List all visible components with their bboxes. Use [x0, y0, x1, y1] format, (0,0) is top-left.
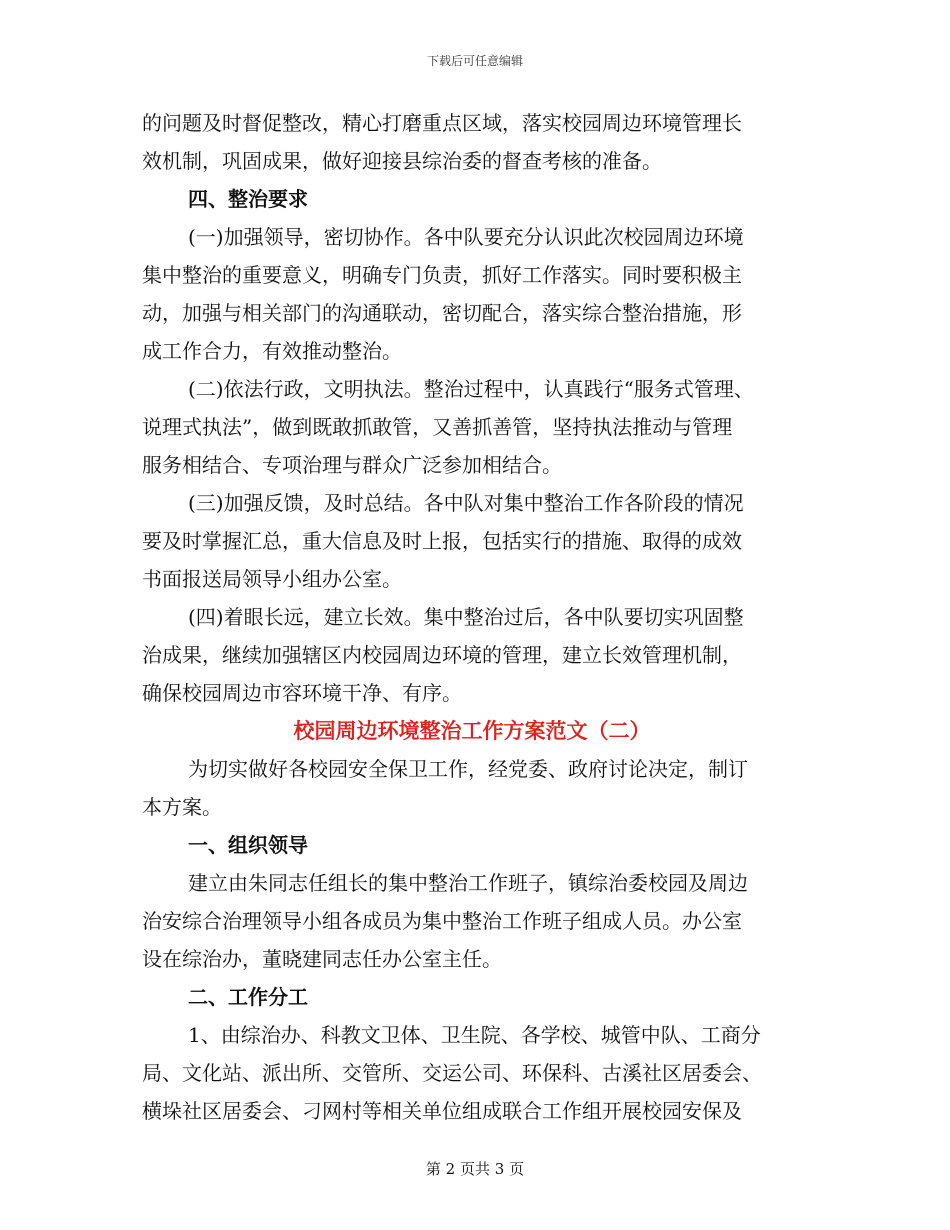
section-heading: 一、组织领导	[188, 833, 308, 857]
paragraph-line: 书面报送局领导小组办公室。	[142, 567, 402, 591]
paragraph-line: 局、文化站、派出所、交管所、交运公司、环保科、古溪社区居委会、	[142, 1061, 762, 1085]
section-title: 校园周边环境整治工作方案范文（二）	[293, 718, 651, 743]
document-body	[142, 104, 802, 1130]
paragraph-line: 要及时掌握汇总，重大信息及时上报，包括实行的措施、取得的成效	[142, 529, 742, 553]
paragraph-line: (一)加强领导，密切协作。各中队要充分认识此次校园周边环境	[188, 225, 744, 249]
page-number: 第 2 页共 3 页	[425, 1160, 525, 1178]
paragraph-line: 说理式执法”，做到既敢抓敢管，又善抓善管，坚持执法推动与管理	[142, 415, 733, 439]
paragraph-line: 本方案。	[142, 795, 222, 819]
paragraph-line: 成工作合力，有效推动整治。	[142, 339, 402, 363]
paragraph-line: 治安综合治理领导小组各成员为集中整治工作班子组成人员。办公室	[142, 909, 742, 933]
paragraph-line: (三)加强反馈，及时总结。各中队对集中整治工作各阶段的情况	[188, 491, 744, 515]
paragraph-line: 1、由综治办、科教文卫体、卫生院、各学校、城管中队、工商分	[188, 1023, 761, 1047]
paragraph-line: 建立由朱同志任组长的集中整治工作班子，镇综治委校园及周边	[188, 871, 748, 895]
paragraph-line: 效机制，巩固成果，做好迎接县综治委的督查考核的准备。	[142, 149, 662, 173]
section-heading: 二、工作分工	[188, 985, 308, 1009]
paragraph-line: 动，加强与相关部门的沟通联动，密切配合，落实综合整治措施，形	[142, 301, 742, 325]
paragraph-line: 设在综治办，董晓建同志任办公室主任。	[142, 947, 502, 971]
paragraph-line: 横垛社区居委会、刁网村等相关单位组成联合工作组开展校园安保及	[142, 1099, 742, 1123]
section-heading: 四、整治要求	[188, 187, 308, 211]
paragraph-line: 治成果，继续加强辖区内校园周边环境的管理，建立长效管理机制，	[142, 643, 742, 667]
paragraph-line: 服务相结合、专项治理与群众广泛参加相结合。	[142, 453, 562, 477]
paragraph-line: (四)着眼长远，建立长效。集中整治过后，各中队要切实巩固整	[188, 605, 744, 629]
paragraph-line: (二)依法行政，文明执法。整治过程中，认真践行“服务式管理、	[188, 377, 754, 401]
paragraph-line: 为切实做好各校园安全保卫工作，经党委、政府讨论决定，制订	[188, 757, 748, 781]
header-note: 下载后可任意编辑	[426, 54, 523, 68]
paragraph-line: 确保校园周边市容环境干净、有序。	[142, 681, 462, 705]
paragraph-line: 集中整治的重要意义，明确专门负责，抓好工作落实。同时要积极主	[142, 263, 742, 287]
paragraph-line: 的问题及时督促整改，精心打磨重点区域，落实校园周边环境管理长	[142, 111, 742, 135]
